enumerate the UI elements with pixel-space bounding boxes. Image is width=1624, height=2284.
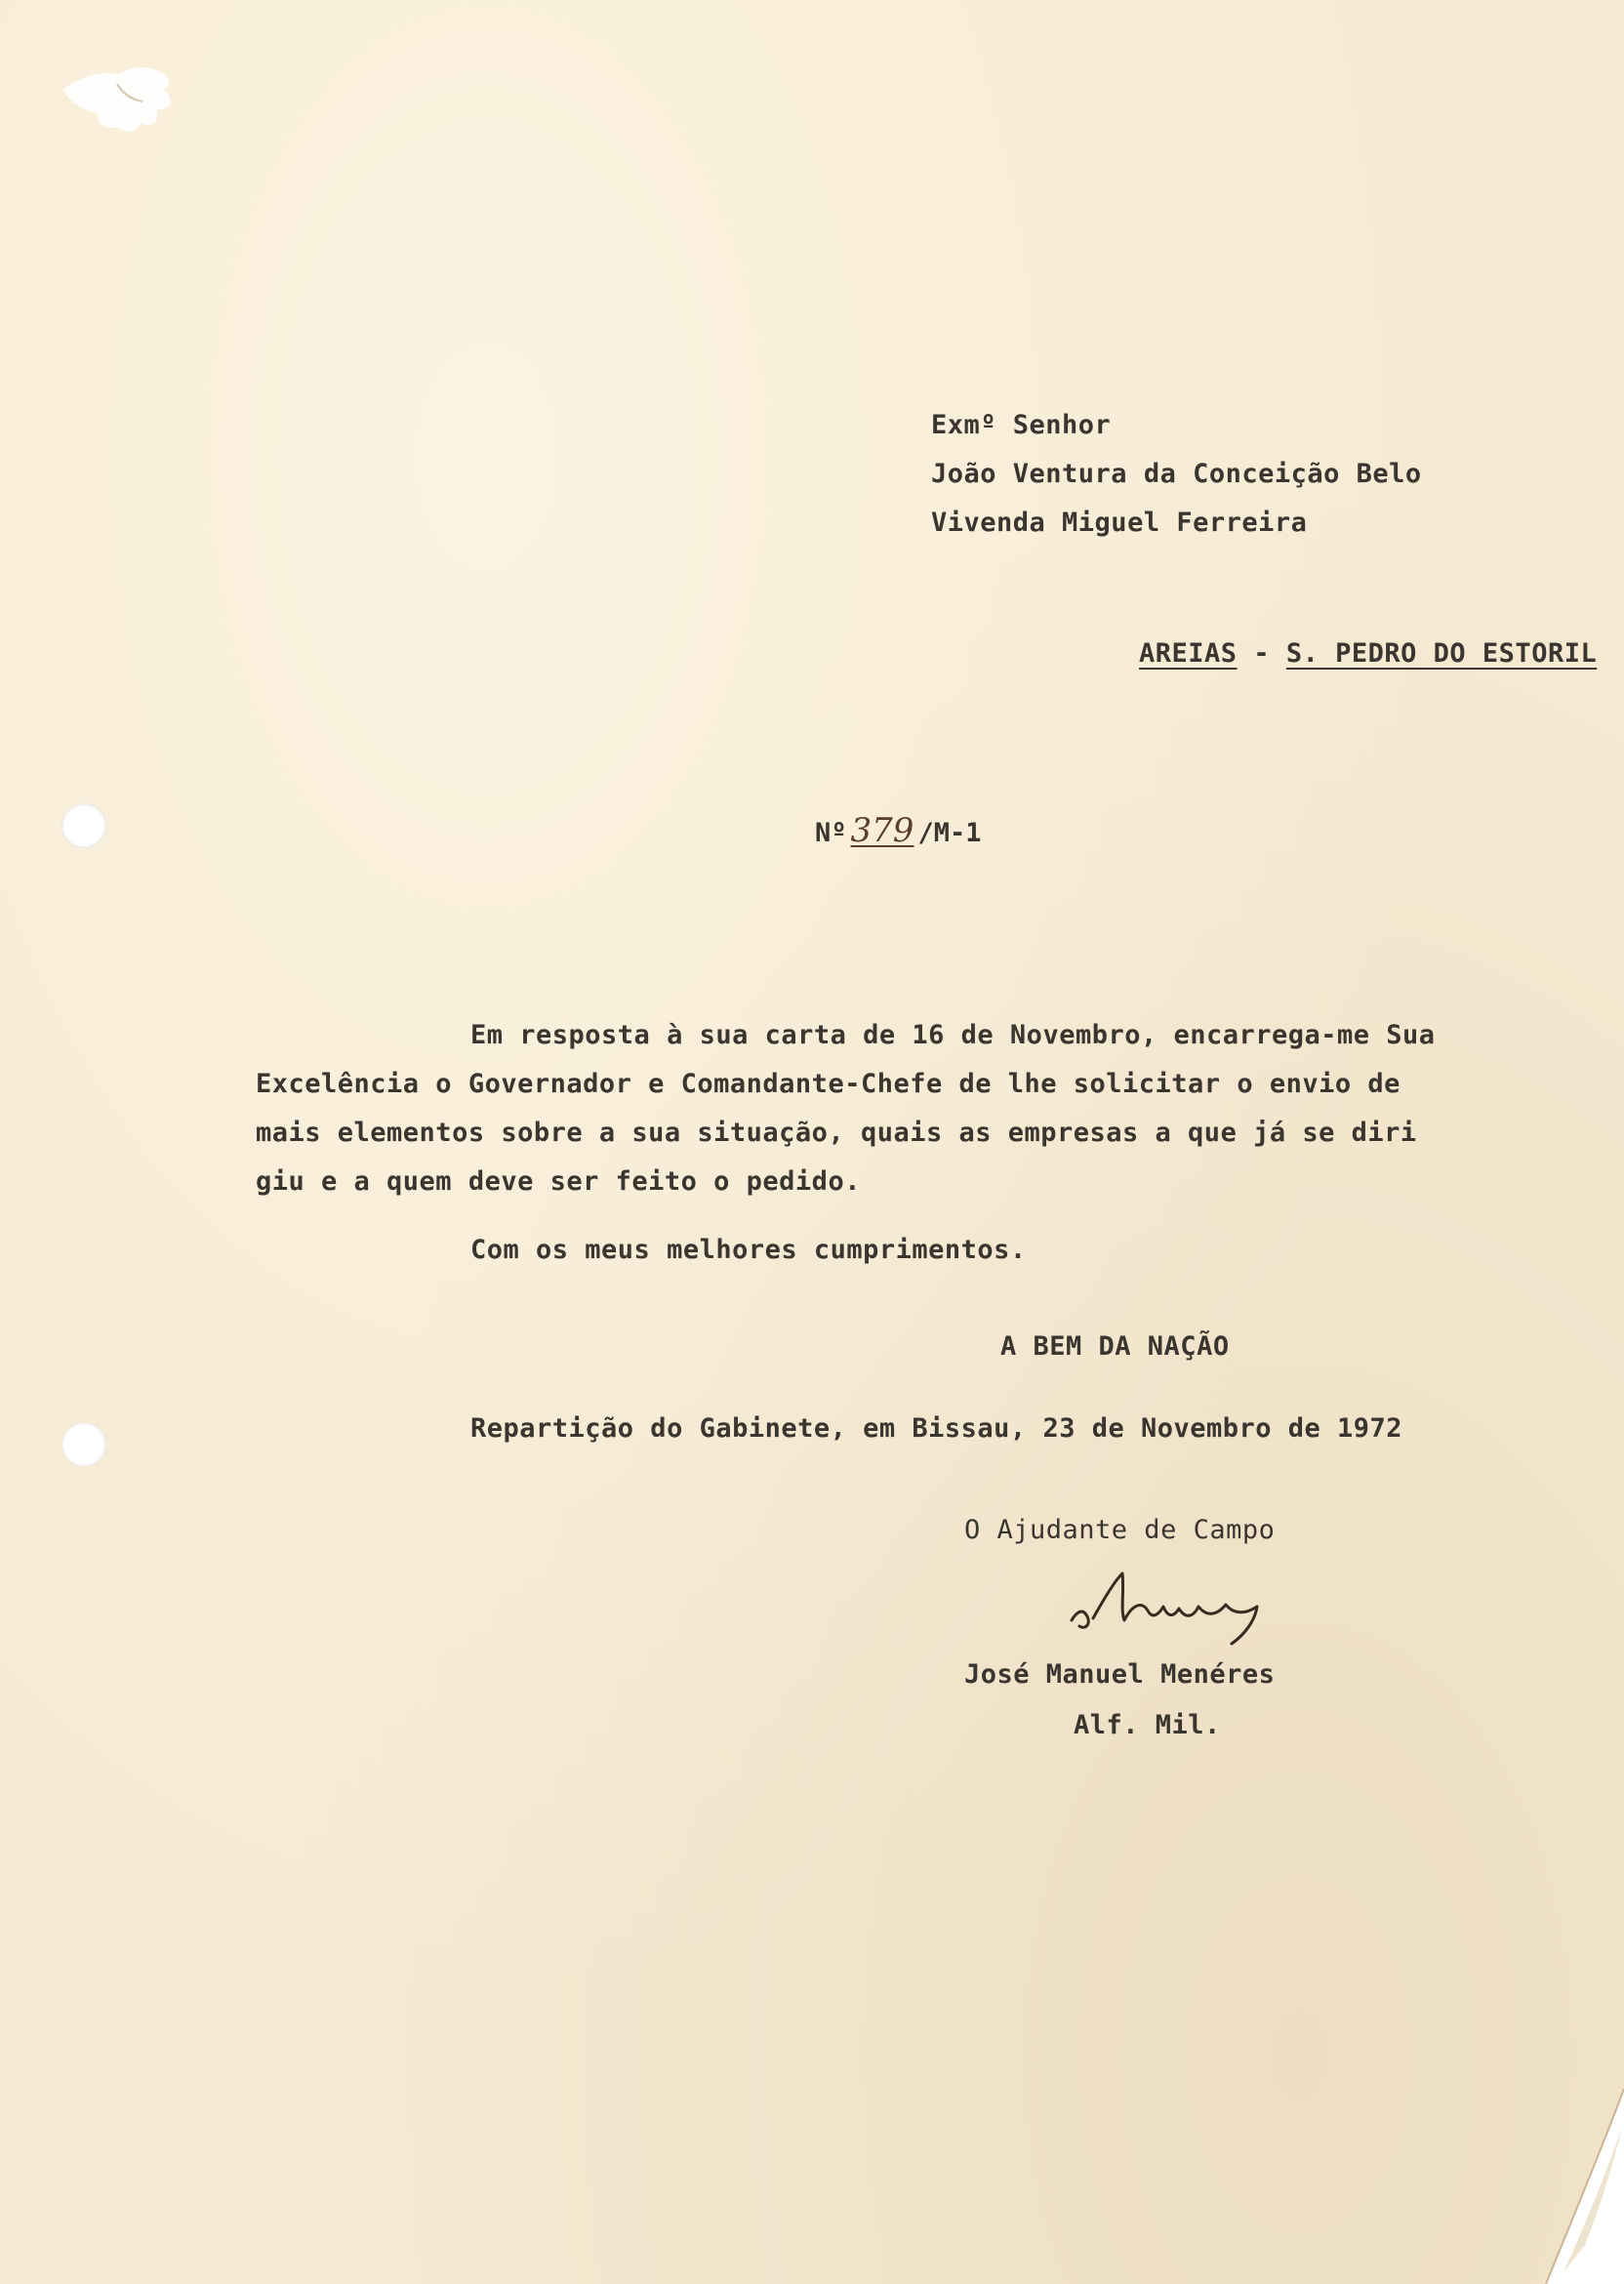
- place-date: Repartição do Gabinete, em Bissau, 23 de Novembro de 1972: [470, 1413, 1403, 1444]
- body-line-3: mais elementos sobre a sua situação, quais as empresas a que já se diri: [256, 1118, 1417, 1148]
- locality-areias: AREIAS: [1139, 638, 1238, 669]
- locality-separator: -: [1237, 638, 1286, 669]
- body-closing: Com os meus melhores cumprimentos.: [470, 1235, 1027, 1265]
- reference-prefix: Nº: [815, 818, 847, 848]
- reference-suffix: /M-1: [917, 818, 982, 848]
- locality-estoril: S. PEDRO DO ESTORIL: [1285, 638, 1598, 669]
- recipient-salutation: Exmº Senhor: [931, 410, 1112, 440]
- punch-hole-lower: [61, 1422, 106, 1467]
- reference-number: [751, 781, 981, 880]
- handwritten-signature: [1064, 1562, 1298, 1650]
- recipient-name: João Ventura da Conceição Belo: [931, 459, 1422, 489]
- punch-hole-upper: [61, 803, 106, 848]
- reference-handwritten-number: 379: [850, 811, 914, 850]
- body-line-2: Excelência o Governador e Comandante-Chefe de lhe solicitar o envio de: [256, 1069, 1401, 1099]
- recipient-address: Vivenda Miguel Ferreira: [931, 508, 1308, 538]
- signatory-rank: Alf. Mil.: [1074, 1710, 1221, 1740]
- signatory-name: José Manuel Menéres: [964, 1659, 1276, 1690]
- recipient-locality: [1074, 608, 1597, 699]
- torn-paper-mark: [59, 61, 185, 139]
- signatory-role: O Ajudante de Campo: [964, 1515, 1276, 1545]
- body-line-4: giu e a quem deve ser feito o pedido.: [256, 1166, 861, 1197]
- folded-corner: [1507, 2089, 1624, 2284]
- body-line-1: Em resposta à sua carta de 16 de Novembro, encarrega-me Sua: [470, 1020, 1436, 1050]
- motto: A BEM DA NAÇÃO: [1000, 1331, 1230, 1362]
